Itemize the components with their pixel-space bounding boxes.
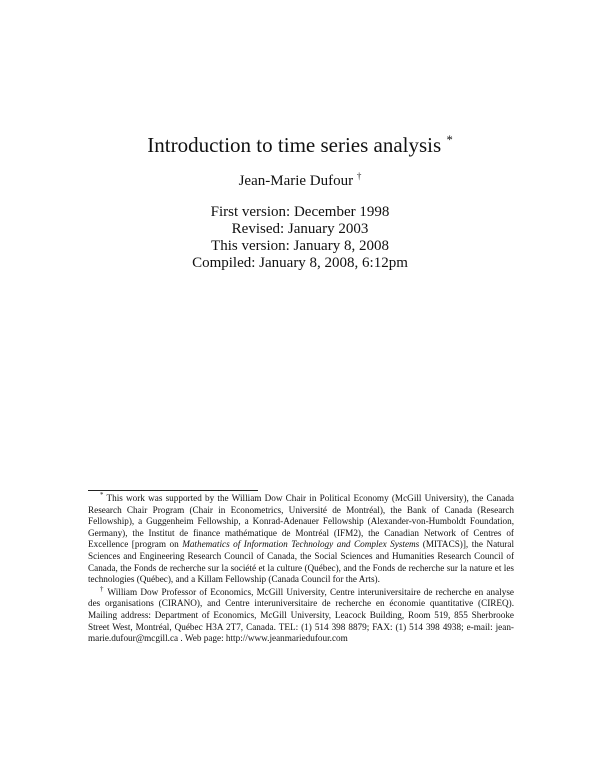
footnote-funding-italic: Mathematics of Information Technology and Complex Systems xyxy=(182,539,420,550)
compiled-date: Compiled: January 8, 2008, 6:12pm xyxy=(192,255,408,271)
author-footnote-mark: † xyxy=(356,171,362,181)
footnote-funding-text-b: (MITACS)], the Natural Sciences and Engineering Research Council of Canada, the Social Sciences and Humanities Research Council of Canada, the Fonds de recherche sur la société et la culture (Québec), and the Fonds de recherche sur la nature et les technologies (Québec), and a Killam Fellowship (Canada Council for the Arts). xyxy=(88,539,514,585)
author-line xyxy=(0,172,600,190)
footnote-funding-mark: * xyxy=(100,491,104,499)
first-version-date: First version: December 1998 xyxy=(210,204,390,220)
footnote-funding xyxy=(88,493,514,586)
title-footnote-mark: * xyxy=(446,133,453,147)
this-version-date: This version: January 8, 2008 xyxy=(211,238,389,254)
footnote-funding-text-a: This work was supported by the William Dow Chair in Political Economy (McGill University), the Canada Research Chair Program (Chair in Econometrics, Université de Montréal), the Bank of Canada (Research Fellowship), a Guggenheim Fellowship, a Konrad-Adenauer Fellowship (Alexander-von-Humboldt Foundation, Germany), the Institut de finance mathématique de Montréal (IFM2), the Canadian Network of Centres of Excellence [program on xyxy=(88,493,514,550)
footnote-author-text: William Dow Professor of Economics, McGill University, Centre interuniversitaire de recherche en analyse des organisations (CIRANO), and Centre interuniversitaire de recherche en économie quantitative (CIREQ). Mailing address: Department of Economics, McGill University, Leacock Building, Room 519, 855 Sherbrooke Street West, Montréal, Québec H3A 2T7, Canada. TEL: (1) 514 398 8879; FAX: (1) 514 398 4938; e-mail: jean-marie.dufour@mcgill.ca . Web page: http://www.jeanmariedufour.com xyxy=(88,586,514,644)
revised-date: Revised: January 2003 xyxy=(231,221,369,237)
version-dates xyxy=(0,204,600,272)
footnote-author-mark: † xyxy=(100,585,105,593)
footnote-author-affiliation xyxy=(88,587,514,645)
paper-title-text: Introduction to time series analysis xyxy=(147,133,442,157)
footnote-rule xyxy=(88,490,258,491)
footnotes xyxy=(88,493,514,645)
paper-title xyxy=(0,132,600,158)
author-name: Jean-Marie Dufour xyxy=(238,173,354,189)
